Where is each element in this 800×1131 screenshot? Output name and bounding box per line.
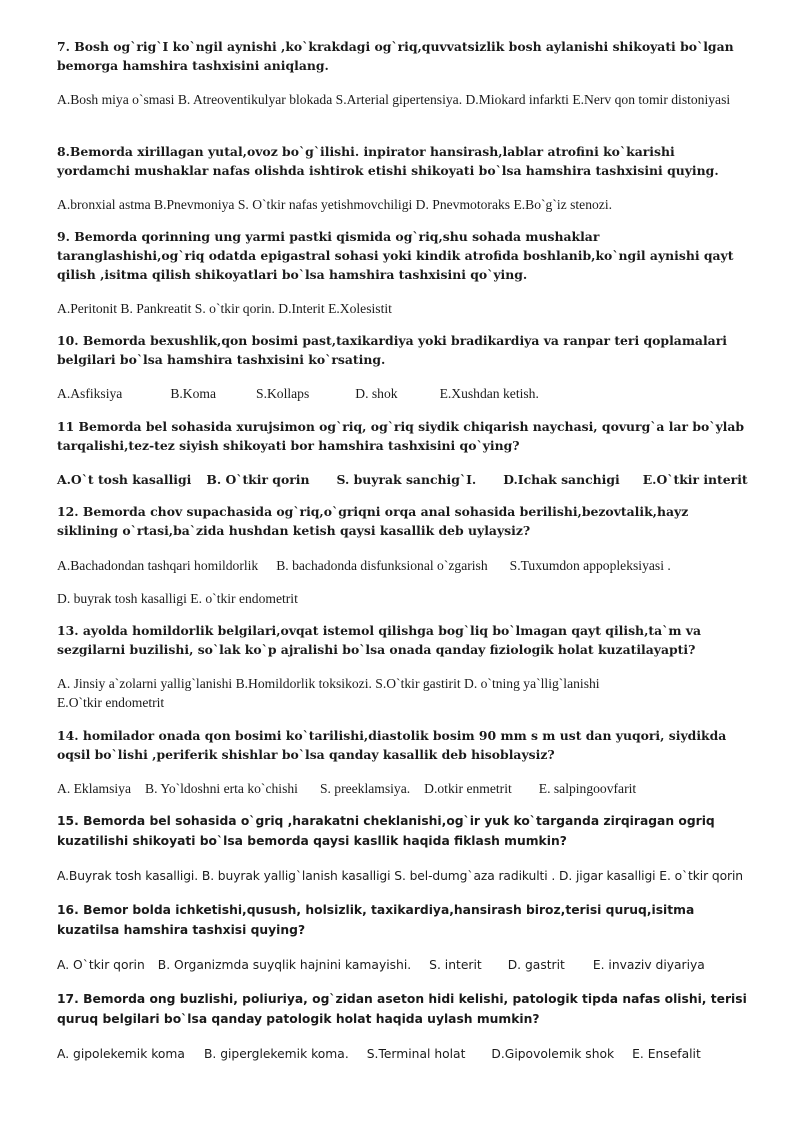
option-e: E.Xushdan ketish. — [439, 386, 539, 401]
question-9: 9. Bemorda qorinning ung yarmi pastki qismida og`riq,shu sohada mushaklar taranglashishi,og`riq odatda epigastral sohasi yoki kindik atrofida boshlanib,ko`ngil aynishi qayt qilish ,isitma qilish shikoyatlari bo`lsa hamshira tashxisini qo`ying. — [57, 229, 734, 282]
answers-11 — [57, 470, 747, 489]
question-13: 13. ayolda homildorlik belgilari,ovqat istemol qilishga bog`liq bo`lmagan qayt qilish,ta`m va sezgilarni buzilishi, so`lak ko`p ajralishi bo`lsa onada qanday fiziologik holat kuzatilayapti? — [57, 623, 701, 657]
option-d: D.Ichak sanchigi — [503, 472, 620, 487]
answers-17 — [57, 1044, 747, 1064]
option-e: E. invaziv diyariya — [592, 958, 705, 972]
answers-7: A.Bosh miya o`smasi B. Atreoventikulyar blokada S.Arterial gipertensiya. D.Miokard infarkti E.Nerv qon tomir distoniyasi — [57, 92, 731, 107]
answers-12-line2: D. buyrak tosh kasalligi E. o`tkir endometrit — [57, 591, 298, 606]
question-12: 12. Bemorda chov supachasida og`riq,o`griqni orqa anal sohasida berilishi,bezovtalik,hayz siklining o`rtasi,ba`zida hushdan ketish qaysi kasallik deb uylaysiz? — [57, 504, 689, 538]
option-e: E. Ensefalit — [632, 1047, 701, 1061]
answers-14 — [57, 779, 747, 798]
option-s: S. buyrak sanchig`I. — [336, 472, 477, 487]
answers-15: A.Buyrak tosh kasalligi. B. buyrak yallig`lanish kasalligi S. bel-dumg`aza radikulti . D. jigar kasalligi E. o`tkir qorin — [57, 869, 743, 883]
option-b: B. bachadonda disfunksional o`zgarish — [276, 558, 488, 573]
option-s: S. preeklamsiya. — [319, 781, 411, 796]
option-s: S.Tuxumdon appopleksiyasi . — [509, 558, 671, 573]
answers-8: A.bronxial astma B.Pnevmoniya S. O`tkir nafas yetishmovchiligi D. Pnevmotoraks E.Bo`g`iz stenozi. — [57, 197, 612, 212]
option-d: D.otkir enmetrit — [424, 781, 512, 796]
question-17: 17. Bemorda ong buzlishi, poliuriya, og`zidan aseton hidi kelishi, patologik tipda nafas olishi, terisi quruq belgilari bo`lsa qanday patologik holat haqida uylash mumkin? — [57, 992, 747, 1026]
answers-10 — [57, 384, 747, 403]
question-8: 8.Bemorda xirillagan yutal,ovoz bo`g`ilishi. inpirator hansirash,lablar atrofini ko`karishi yordamchi mushaklar nafas olishda ishtirok etishi shikoyati bo`lsa hamshira tashxisini quying. — [57, 144, 719, 178]
option-d: D. shok — [355, 386, 398, 401]
option-s: S. interit — [429, 958, 482, 972]
question-10: 10. Bemorda bexushlik,qon bosimi past,taxikardiya yoki bradikardiya va ranpar teri qoplamalari belgilari bo`lsa hamshira tashxisini ko`rsating. — [57, 333, 727, 367]
option-b: B. Organizmda suyqlik hajnini kamayishi. — [157, 958, 412, 972]
question-15: 15. Bemorda bel sohasida o`griq ,harakatni cheklanishi,og`ir yuk ko`targanda zirqiragan ogriq kuzatilishi shikoyati bo`lsa bemorda qaysi kasllik haqida fiklash mumkin? — [57, 814, 715, 848]
answers-12 — [57, 556, 747, 575]
option-s: S.Kollaps — [256, 386, 310, 401]
option-d: D. gastrit — [507, 958, 565, 972]
option-a: A. Eklamsiya — [57, 781, 131, 796]
question-7: 7. Bosh og`rig`I ko`ngil aynishi ,ko`krakdagi og`riq,quvvatsizlik bosh aylanishi shikoyati bo`lgan bemorga hamshira tashxisini aniqlang. — [57, 39, 734, 73]
question-16: 16. Bemor bolda ichketishi,qusush, holsizlik, taxikardiya,hansirash biroz,terisi quruq,isitma kuzatilsa hamshira tashxisi quying? — [57, 903, 695, 937]
option-e: E.O`tkir interit — [642, 472, 748, 487]
option-b: B. Yo`ldoshni erta ko`chishi — [145, 781, 298, 796]
option-b: B.Koma — [170, 386, 217, 401]
question-11: 11 Bemorda bel sohasida xurujsimon og`riq, og`riq siydik chiqarish naychasi, qovurg`a lar bo`ylab tarqalishi,tez-tez siyish shikoyati bor hamshira tashxisini qo`ying? — [57, 419, 745, 453]
option-b: B. giperglekemik koma. — [203, 1047, 349, 1061]
answers-16 — [57, 955, 747, 975]
option-a: A. O`tkir qorin — [57, 958, 145, 972]
answers-13-line2: E.O`tkir endometrit — [57, 695, 165, 710]
option-a: A.Asfiksiya — [57, 386, 123, 401]
question-14: 14. homilador onada qon bosimi ko`tarilishi,diastolik bosim 90 mm s m ust dan yuqori, siydikda oqsil bo`lishi ,periferik shishlar bo`lsa qanday kasallik deb hisoblaysiz? — [57, 728, 727, 762]
answers-9: A.Peritonit B. Pankreatit S. o`tkir qorin. D.Interit E.Xolesistit — [57, 301, 392, 316]
option-e: E. salpingoovfarit — [538, 781, 637, 796]
option-a: A.Bachadondan tashqari homildorlik — [57, 558, 259, 573]
option-s: S.Terminal holat — [366, 1047, 466, 1061]
answers-13: A. Jinsiy a`zolarni yallig`lanishi B.Homildorlik toksikozi. S.O`tkir gastirit D. o`tning ya`llig`lanishi — [57, 676, 600, 691]
option-b: B. O`tkir qorin — [206, 472, 310, 487]
option-a: A. gipolekemik koma — [57, 1047, 185, 1061]
option-a: A.O`t tosh kasalligi — [57, 472, 192, 487]
option-d: D.Gipovolemik shok — [491, 1047, 615, 1061]
